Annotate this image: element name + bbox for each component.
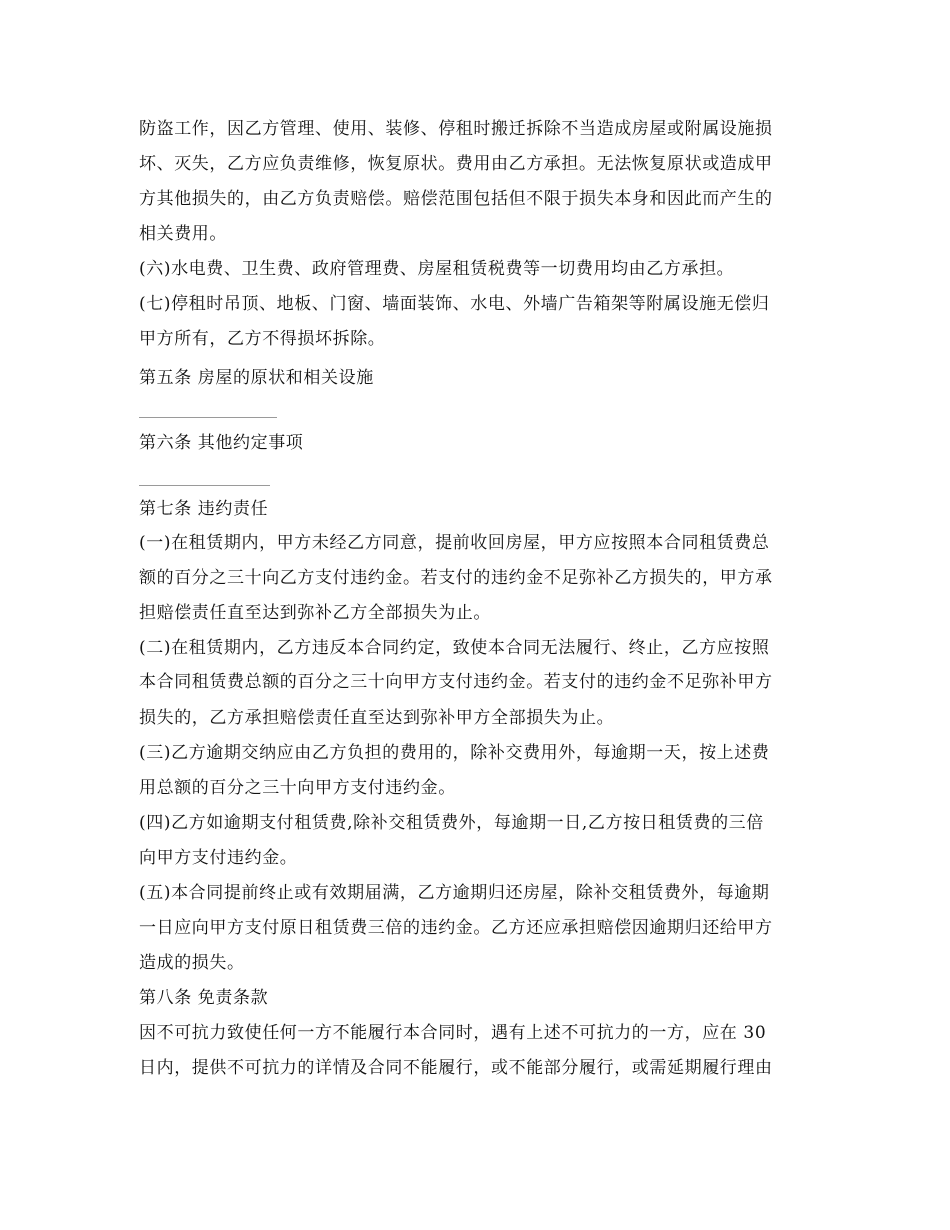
section-heading: 第七条 违约责任 [139,499,269,519]
paragraph-line: 相关费用。 [139,224,227,244]
paragraph-line: 方其他损失的，由乙方负责赔偿。赔偿范围包括但不限于损失本身和因此而产生的 [139,189,773,209]
paragraph-line: 担赔偿责任直至达到弥补乙方全部损失为止。 [139,603,491,623]
paragraph-line: (二)在租赁期内，乙方违反本合同约定，致使本合同无法履行、终止，乙方应按照 [139,638,770,658]
paragraph-line: (七)停租时吊顶、地板、门窗、墙面装饰、水电、外墙广告箱架等附属设施无偿归 [139,294,770,314]
paragraph-line: 甲方所有，乙方不得损坏拆除。 [139,329,386,349]
paragraph-line: 日内，提供不可抗力的详情及合同不能履行，或不能部分履行，或需延期履行理由 [139,1058,773,1078]
section-heading: 第八条 免责条款 [139,988,269,1008]
paragraph-line: 用总额的百分之三十向甲方支付违约金。 [139,778,456,798]
paragraph-line: 坏、灭失，乙方应负责维修，恢复原状。费用由乙方承担。无法恢复原状或造成甲 [139,154,773,174]
paragraph-line: (一)在租赁期内，甲方未经乙方同意，提前收回房屋，甲方应按照本合同租赁费总 [139,533,770,553]
fill-in-underline [139,485,270,486]
paragraph-line: 损失的，乙方承担赔偿责任直至达到弥补甲方全部损失为止。 [139,708,615,728]
paragraph-line: 额的百分之三十向乙方支付违约金。若支付的违约金不足弥补乙方损失的，甲方承 [139,568,773,588]
paragraph-line: 防盗工作，因乙方管理、使用、装修、停租时搬迁拆除不当造成房屋或附属设施损 [139,119,773,139]
section-heading: 第五条 房屋的原状和相关设施 [139,368,374,388]
paragraph-line: 向甲方支付违约金。 [139,848,298,868]
fill-in-underline [139,417,277,418]
paragraph-line: (三)乙方逾期交纳应由乙方负担的费用的，除补交费用外，每逾期一天，按上述费 [139,743,770,763]
paragraph-line: (五)本合同提前终止或有效期届满，乙方逾期归还房屋，除补交租赁费外，每逾期 [139,883,770,903]
paragraph-line: (四)乙方如逾期支付租赁费,除补交租赁费外，每逾期一日,乙方按日租赁费的三倍 [139,813,764,833]
paragraph-line: 一日应向甲方支付原日租赁费三倍的违约金。乙方还应承担赔偿因逾期归还给甲方 [139,918,773,938]
paragraph-line: 本合同租赁费总额的百分之三十向甲方支付违约金。若支付的违约金不足弥补甲方 [139,672,773,692]
section-heading: 第六条 其他约定事项 [139,433,304,453]
paragraph-line: 造成的损失。 [139,953,245,973]
paragraph-line: 因不可抗力致使任何一方不能履行本合同时，遇有上述不可抗力的一方，应在 30 [139,1023,767,1043]
paragraph-line: (六)水电费、卫生费、政府管理费、房屋租赁税费等一切费用均由乙方承担。 [139,259,735,279]
